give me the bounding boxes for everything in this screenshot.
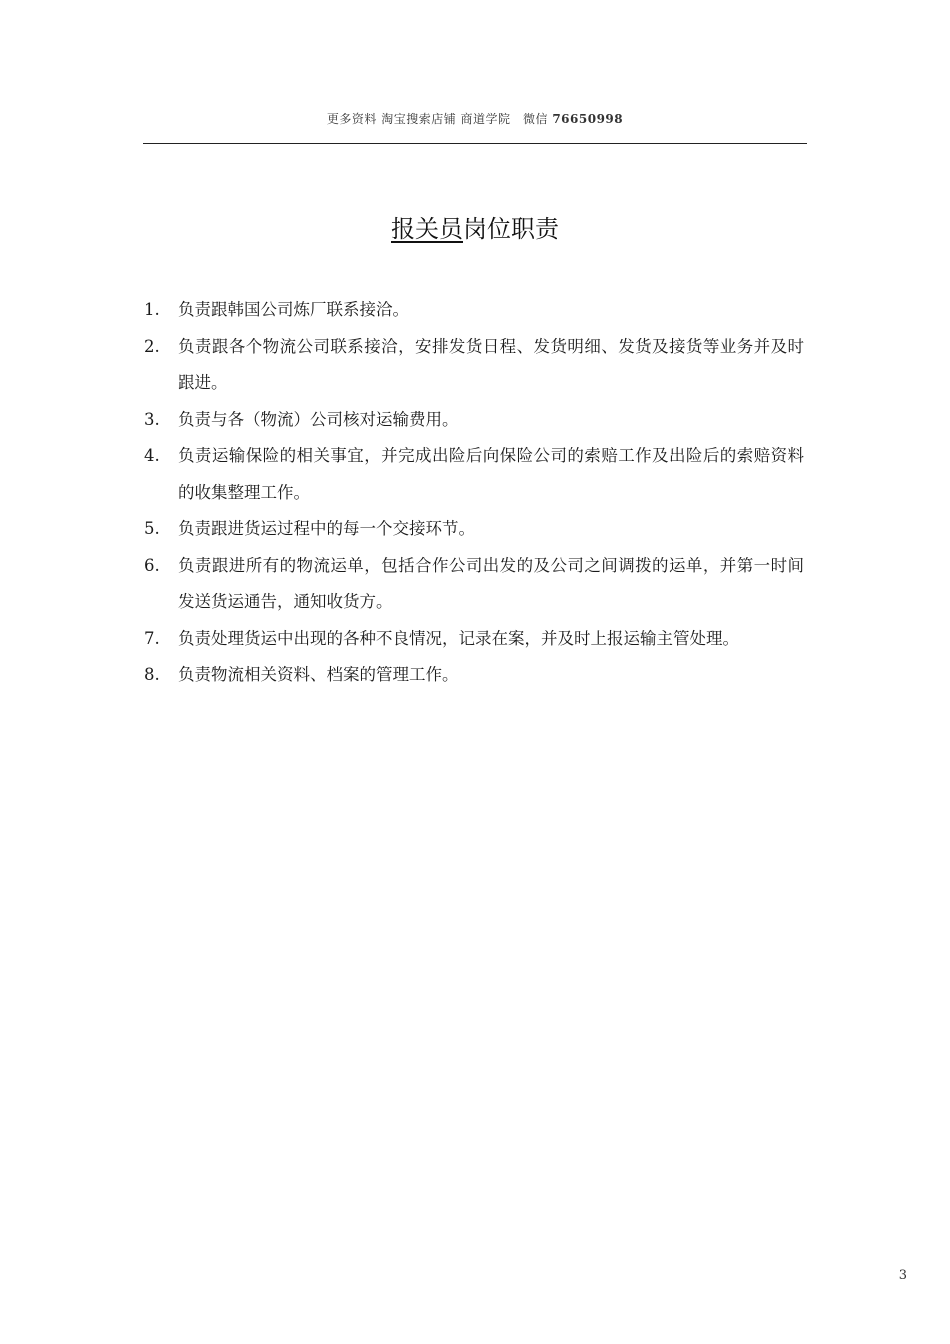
duty-number: 6. [144, 555, 160, 575]
duty-text: 负责与各（物流）公司核对运输费用。 [178, 409, 459, 429]
duty-number: 3. [144, 409, 160, 429]
duty-text: 负责跟进所有的物流运单，包括合作公司出发的及公司之间调拨的运单，并第一时间发送货运通告，通知收货方。 [178, 555, 804, 611]
duty-number: 7. [144, 628, 160, 648]
duty-item [144, 511, 804, 548]
header-text: 更多资料 淘宝搜索店铺 商道学院 微信 [326, 112, 553, 126]
title-rest: 岗位职责 [463, 215, 559, 243]
duty-list [144, 292, 804, 694]
page-title [0, 212, 950, 246]
duty-item [144, 548, 804, 621]
duty-text: 负责运输保险的相关事宜，并完成出险后向保险公司的索赔工作及出险后的索赔资料的收集整理工作。 [178, 446, 804, 502]
duty-item [144, 438, 804, 511]
duty-item [144, 292, 804, 329]
duty-item [144, 657, 804, 694]
duty-item [144, 621, 804, 658]
duty-text: 负责跟进货运过程中的每一个交接环节。 [178, 519, 475, 538]
page-header [0, 111, 950, 127]
duty-number: 4. [144, 446, 160, 465]
page-number: 3 [898, 1268, 907, 1283]
duty-item [144, 402, 804, 439]
duty-text: 负责处理货运中出现的各种不良情况，记录在案，并及时上报运输主管处理。 [178, 628, 739, 648]
duty-text: 负责物流相关资料、档案的管理工作。 [178, 665, 459, 684]
duty-number: 2. [144, 336, 160, 356]
title-underlined-part: 报关员 [391, 215, 463, 243]
header-wechat-id: 76650998 [552, 112, 624, 126]
duty-number: 8. [144, 665, 160, 684]
header-divider [143, 143, 807, 144]
duty-number: 5. [144, 519, 160, 538]
duty-item [144, 329, 804, 402]
duty-number: 1. [144, 300, 160, 319]
duty-text: 负责跟韩国公司炼厂联系接洽。 [178, 300, 409, 319]
duty-text: 负责跟各个物流公司联系接洽，安排发货日程、发货明细、发货及接货等业务并及时跟进。 [178, 336, 804, 392]
